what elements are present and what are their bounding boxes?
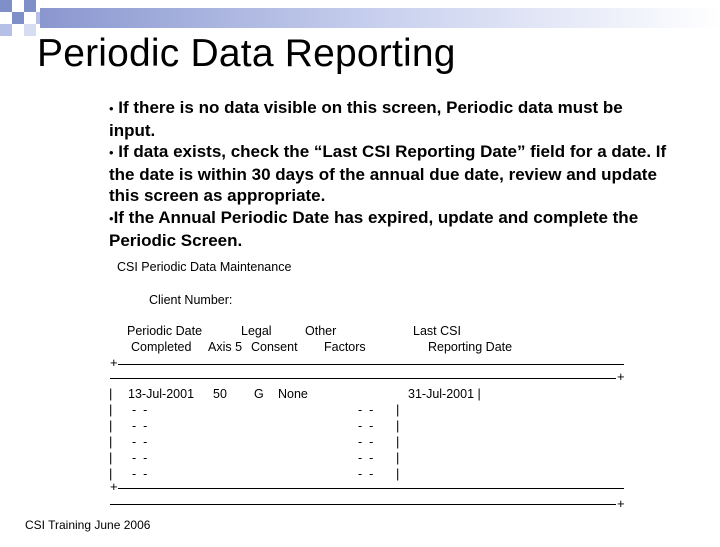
border-line [118, 364, 624, 365]
border-pipe: | [109, 386, 113, 401]
header-other: Other [305, 324, 337, 338]
row-date[interactable]: 13-Jul-2001 [128, 387, 195, 401]
bullet-text: If the Annual Periodic Date has expired, update and complete the Periodic Screen. [109, 207, 639, 250]
deco-square [12, 12, 24, 24]
header-legal: Legal [241, 324, 272, 338]
bullet-marker: • [109, 101, 114, 116]
header-factors: Factors [324, 340, 366, 354]
border-pipe: | [109, 402, 113, 417]
row-other[interactable]: None [278, 387, 308, 401]
bullet-item [109, 207, 669, 251]
footer-text: CSI Training June 2006 [25, 518, 151, 532]
page-title: Periodic Data Reporting [37, 32, 456, 75]
header-periodic-date: Periodic Date [127, 324, 203, 338]
client-number-label: Client Number: [149, 293, 233, 307]
border-plus: + [110, 355, 118, 370]
row-last-date[interactable]: - - [358, 419, 374, 433]
row-last-date[interactable]: - - [358, 403, 374, 417]
border-pipe: | [396, 450, 400, 465]
border-pipe: | [396, 434, 400, 449]
border-pipe: | [396, 418, 400, 433]
border-line [110, 378, 616, 379]
screen-title: CSI Periodic Data Maintenance [117, 260, 292, 274]
border-pipe: | [109, 418, 113, 433]
title-bar-gradient [40, 8, 720, 28]
border-plus: + [617, 496, 625, 511]
bullet-item [109, 97, 669, 141]
deco-square [0, 0, 12, 12]
bullet-item [109, 141, 669, 207]
row-last-date[interactable]: - - [358, 467, 374, 481]
deco-square [24, 0, 36, 12]
row-consent[interactable]: G [254, 387, 264, 401]
border-pipe: | [109, 450, 113, 465]
border-line [118, 488, 624, 489]
header-reporting-date: Reporting Date [428, 340, 513, 354]
border-line [110, 504, 616, 505]
header-axis5: Axis 5 [208, 340, 243, 354]
border-pipe: | [109, 434, 113, 449]
bullet-text: If there is no data visible on this screen, Periodic data must be input. [109, 98, 623, 140]
deco-square [24, 24, 36, 36]
bullet-marker: • [109, 145, 114, 161]
row-date[interactable]: - - [132, 435, 148, 449]
row-date[interactable]: - - [132, 451, 148, 465]
bullet-marker: • [109, 210, 114, 226]
row-legal[interactable]: 50 [213, 387, 227, 401]
border-pipe: | [396, 466, 400, 481]
border-plus: + [110, 479, 118, 494]
border-pipe: | [109, 466, 113, 481]
header-completed: Completed [131, 340, 192, 354]
instruction-list [109, 97, 669, 251]
row-date[interactable]: - - [132, 467, 148, 481]
row-date[interactable]: - - [132, 403, 148, 417]
row-last-date[interactable]: - - [358, 451, 374, 465]
row-last-date[interactable]: 31-Jul-2001 | [408, 387, 481, 401]
header-last-csi: Last CSI [413, 324, 461, 338]
border-plus: + [617, 369, 625, 384]
header-consent: Consent [251, 340, 298, 354]
bullet-text: If data exists, check the “Last CSI Reporting Date” field for a date. If the date is within 30 days of the annual due date, review and update this screen as appropriate. [109, 142, 667, 206]
deco-square [0, 24, 12, 36]
row-date[interactable]: - - [132, 419, 148, 433]
row-last-date[interactable]: - - [358, 435, 374, 449]
border-pipe: | [396, 402, 400, 417]
